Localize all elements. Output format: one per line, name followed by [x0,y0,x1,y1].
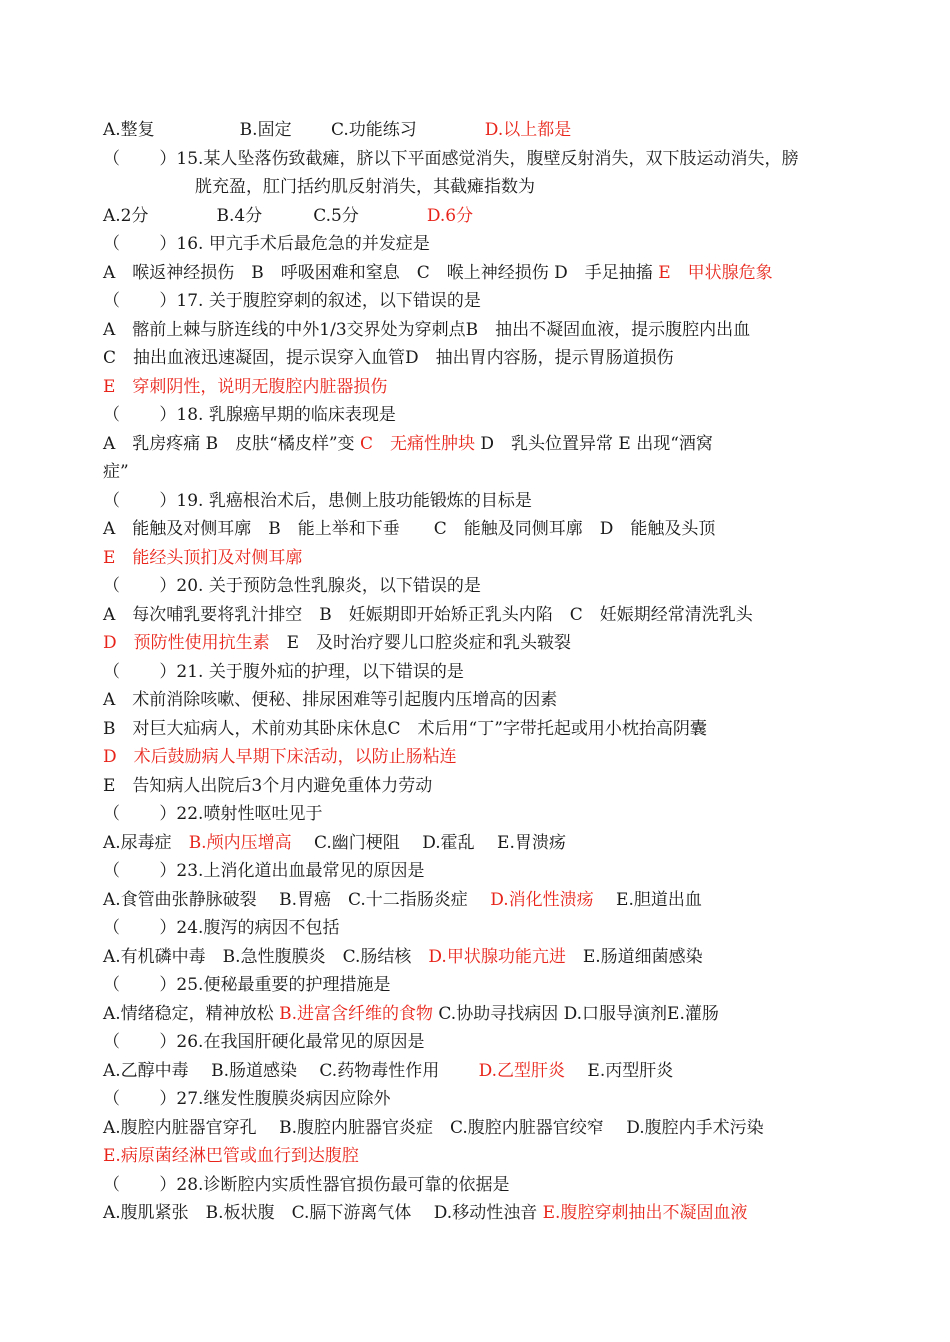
line-text: E 及时治疗婴儿口腔炎症和乳头皲裂 [269,633,572,653]
text-line [103,1199,863,1228]
text-line [103,1171,863,1200]
line-text: E.肠道细菌感染 [565,946,703,967]
line-text: A 乳房疼痛 B 皮肤“橘皮样”变 [103,433,360,454]
text-line [103,173,863,202]
text-line [103,458,863,487]
line-text: A.食管曲张静脉破裂 B.胃癌 C.十二指肠炎症 [103,889,491,910]
text-line [103,1028,863,1057]
text-line [103,230,863,259]
text-line [103,544,863,573]
line-text: C.协助寻找病因 D.口服导演剂E.灌肠 [433,1003,719,1024]
answer-text: B.进富含纤维的食物 [279,1003,433,1024]
line-text: （ ）25.便秘最重要的护理措施是 [103,975,391,995]
text-line [103,1085,863,1114]
text-line [103,857,863,886]
answer-text: B.颅内压增高 [188,832,292,853]
answer-text: D.消化性溃疡 [490,889,594,910]
line-text: （ ）24.腹泻的病因不包括 [103,918,340,938]
line-text: A.腹腔内脏器官穿孔 B.腹腔内脏器官炎症 C.腹腔内脏器官绞窄 D.腹腔内手术污染 [103,1117,764,1138]
answer-text: C 无痛性肿块 [359,433,475,454]
line-text: C.幽门梗阻 D.霍乱 E.胃溃疡 [291,832,566,853]
text-line [103,373,863,402]
answer-text: D 术后鼓励病人早期下床活动，以防止肠粘连 [103,747,457,767]
text-line [103,686,863,715]
answer-text: E 能经头顶扪及对侧耳廓 [103,547,303,568]
line-text: D 乳头位置异常 E 出现“酒窝 [474,433,713,454]
line-text: A.2分 B.4分 C.5分 [103,205,427,226]
answer-text: D.乙型肝炎 [478,1060,566,1081]
text-line [103,116,863,145]
answer-text: D.6分 [426,205,474,226]
text-line [103,487,863,516]
line-text: A.有机磷中毒 B.急性腹膜炎 C.肠结核 [103,946,429,967]
answer-text: D 预防性使用抗生素 [103,633,270,653]
line-text: （ ）15.某人坠落伤致截瘫，脐以下平面感觉消失，腹壁反射消失，双下肢运动消失，膀 [103,148,799,169]
answer-text: E 穿刺阴性，说明无腹腔内脏器损伤 [103,376,388,397]
text-line [103,800,863,829]
line-text: （ ）22.喷射性呕吐见于 [103,804,323,824]
line-text: （ ）23.上消化道出血最常见的原因是 [103,861,425,881]
answer-text: D.以上都是 [484,120,572,140]
text-line [103,601,863,630]
text-line [103,629,863,658]
text-line [103,316,863,345]
text-line [103,886,863,915]
line-text: A.整复 B.固定 C.功能练习 [103,120,485,140]
text-line [103,259,863,288]
text-line [103,401,863,430]
line-text: A.尿毒症 [103,832,189,853]
line-text: （ ）19. 乳癌根治术后，患侧上肢功能锻炼的目标是 [103,490,532,511]
text-line [103,430,863,459]
text-line [103,202,863,231]
line-text: A 髂前上棘与脐连线的中外1/3交界处为穿刺点B 抽出不凝固血液，提示腹腔内出血 [103,319,751,340]
line-text: （ ）20. 关于预防急性乳腺炎，以下错误的是 [103,576,481,596]
answer-text: E.腹腔穿刺抽出不凝固血液 [542,1203,748,1223]
line-text: A 喉返神经损伤 B 呼吸困难和窒息 C 喉上神经损伤 D 手足抽搐 [103,262,659,283]
document-page [103,116,863,1228]
line-text: E.丙型肝炎 [565,1060,674,1081]
line-text: A 能触及对侧耳廓 B 能上举和下垂 C 能触及同侧耳廓 D 能触及头顶 [103,519,716,539]
line-text: （ ）28.诊断腔内实质性器官损伤最可靠的依据是 [103,1174,510,1195]
text-line [103,743,863,772]
line-text: E 告知病人出院后3个月内避免重体力劳动 [103,775,433,796]
text-line [103,914,863,943]
text-line [103,515,863,544]
line-text: A 每次哺乳要将乳汁排空 B 妊娠期即开始矫正乳头内陷 C 妊娠期经常清洗乳头 [103,604,753,625]
text-line [103,943,863,972]
line-text: E.胆道出血 [593,889,702,910]
line-text: 症” [103,462,129,482]
answer-text: E 甲状腺危象 [658,262,773,283]
text-line [103,971,863,1000]
line-text: （ ）18. 乳腺癌早期的临床表现是 [103,405,396,425]
line-text: （ ）26.在我国肝硬化最常见的原因是 [103,1032,425,1052]
line-text: A.腹肌紧张 B.板状腹 C.膈下游离气体 D.移动性浊音 [103,1203,543,1223]
text-line [103,829,863,858]
line-text: （ ）21. 关于腹外疝的护理，以下错误的是 [103,661,464,682]
answer-text: E.病原菌经淋巴管或血行到达腹腔 [103,1146,359,1166]
line-text: （ ）27.继发性腹膜炎病因应除外 [103,1089,391,1109]
answer-text: D.甲状腺功能亢进 [428,946,566,967]
text-line [103,145,863,174]
line-text: B 对巨大疝病人，术前劝其卧床休息C 术后用“丁”字带托起或用小枕抬高阴囊 [103,718,707,739]
text-line [103,572,863,601]
text-line [103,1057,863,1086]
text-line [103,1000,863,1029]
text-line [103,1142,863,1171]
text-line [103,658,863,687]
line-text: 胱充盈，肛门括约肌反射消失，其截瘫指数为 [195,177,535,197]
line-text: （ ）16. 甲亢手术后最危急的并发症是 [103,234,430,254]
text-line [103,287,863,316]
text-line [103,772,863,801]
text-line [103,1114,863,1143]
text-line [103,715,863,744]
line-text: C 抽出血液迅速凝固，提示误穿入血管D 抽出胃内容肠，提示胃肠道损伤 [103,348,674,368]
line-text: A.情绪稳定，精神放松 [103,1003,280,1024]
text-line [103,344,863,373]
line-text: A 术前消除咳嗽、便秘、排尿困难等引起腹内压增高的因素 [103,690,558,710]
line-text: A.乙醇中毒 B.肠道感染 C.药物毒性作用 [103,1060,479,1081]
line-text: （ ）17. 关于腹腔穿刺的叙述，以下错误的是 [103,291,481,311]
